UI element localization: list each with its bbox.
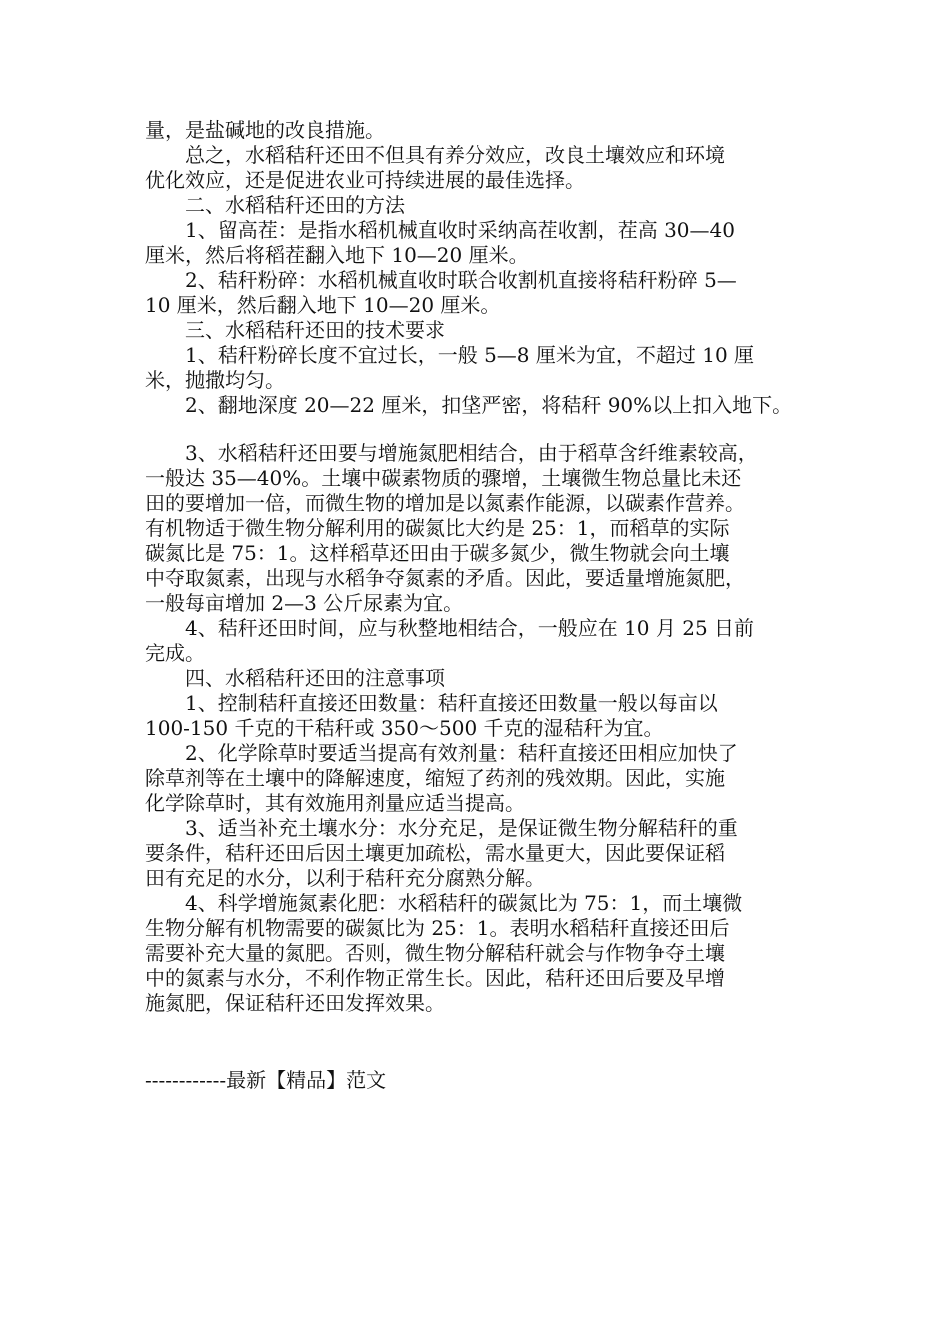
text-line: 一般达 35—40%。土壤中碳素物质的骤增，土壤微生物总量比未还 bbox=[145, 466, 742, 490]
text-line: 中夺取氮素，出现与水稻争夺氮素的矛盾。因此，要适量增施氮肥， bbox=[145, 566, 745, 590]
text-line: 中的氮素与水分，不利作物正常生长。因此，秸秆还田后要及早增 bbox=[145, 966, 725, 990]
text-line: 量，是盐碱地的改良措施。 bbox=[145, 118, 385, 142]
text-line: 需要补充大量的氮肥。否则，微生物分解秸秆就会与作物争夺土壤 bbox=[145, 941, 725, 965]
text-line: 要条件，秸秆还田后因土壤更加疏松，需水量更大，因此要保证稻 bbox=[145, 841, 725, 865]
text-line: 化学除草时，其有效施用剂量应适当提高。 bbox=[145, 791, 525, 815]
text-line: 4、科学增施氮素化肥：水稻秸秆的碳氮比为 75：1，而土壤微 bbox=[145, 891, 743, 915]
document-body bbox=[145, 118, 825, 1016]
text-line: 施氮肥，保证秸秆还田发挥效果。 bbox=[145, 991, 445, 1015]
text-line: 3、水稻秸秆还田要与增施氮肥相结合，由于稻草含纤维素较高， bbox=[145, 441, 758, 465]
text-line: 完成。 bbox=[145, 641, 205, 665]
text-line: 一般每亩增加 2—3 公斤尿素为宜。 bbox=[145, 591, 464, 615]
text-line: 田的要增加一倍，而微生物的增加是以氮素作能源，以碳素作营养。 bbox=[145, 491, 745, 515]
text-line: 厘米，然后将稻茬翻入地下 10—20 厘米。 bbox=[145, 243, 529, 267]
text-line: 2、翻地深度 20—22 厘米，扣垡严密，将秸秆 90%以上扣入地下。 bbox=[145, 393, 793, 417]
text-line: 米，抛撒均匀。 bbox=[145, 368, 285, 392]
paragraph-block-2 bbox=[145, 441, 825, 1016]
text-line: 1、控制秸秆直接还田数量：秸秆直接还田数量一般以每亩以 bbox=[145, 691, 718, 715]
text-line: 生物分解有机物需要的碳氮比为 25：1。表明水稻秸秆直接还田后 bbox=[145, 916, 730, 940]
text-line: 4、秸秆还田时间，应与秋整地相结合，一般应在 10 月 25 日前 bbox=[145, 616, 755, 640]
text-line: 除草剂等在土壤中的降解速度，缩短了药剂的残效期。因此，实施 bbox=[145, 766, 725, 790]
section-heading: 四、水稻秸秆还田的注意事项 bbox=[145, 666, 445, 690]
text-line: 3、适当补充土壤水分：水分充足，是保证微生物分解秸秆的重 bbox=[145, 816, 738, 840]
text-line: 1、留高茬：是指水稻机械直收时采纳高茬收割，茬高 30—40 bbox=[145, 218, 735, 242]
section-heading: 三、水稻秸秆还田的技术要求 bbox=[145, 318, 445, 342]
text-line: 有机物适于微生物分解利用的碳氮比大约是 25：1，而稻草的实际 bbox=[145, 516, 730, 540]
text-line: 优化效应，还是促进农业可持续进展的最佳选择。 bbox=[145, 168, 585, 192]
text-line: 田有充足的水分，以利于秸秆充分腐熟分解。 bbox=[145, 866, 545, 890]
text-line: 总之，水稻秸秆还田不但具有养分效应，改良土壤效应和环境 bbox=[145, 143, 725, 167]
text-line: 10 厘米，然后翻入地下 10—20 厘米。 bbox=[145, 293, 501, 317]
footer-label: ------------最新【精品】范文 bbox=[145, 1068, 387, 1092]
paragraph-block-1 bbox=[145, 118, 825, 418]
text-line: 100-150 千克的干秸秆或 350～500 千克的湿秸秆为宜。 bbox=[145, 716, 664, 740]
section-heading: 二、水稻秸秆还田的方法 bbox=[145, 193, 405, 217]
text-line: 碳氮比是 75：1。这样稻草还田由于碳多氮少，微生物就会向土壤 bbox=[145, 541, 730, 565]
paragraph-gap bbox=[145, 418, 825, 441]
text-line: 2、化学除草时要适当提高有效剂量：秸秆直接还田相应加快了 bbox=[145, 741, 738, 765]
text-line: 2、秸秆粉碎：水稻机械直收时联合收割机直接将秸秆粉碎 5— bbox=[145, 268, 737, 292]
text-line: 1、秸秆粉碎长度不宜过长，一般 5—8 厘米为宜，不超过 10 厘 bbox=[145, 343, 755, 367]
